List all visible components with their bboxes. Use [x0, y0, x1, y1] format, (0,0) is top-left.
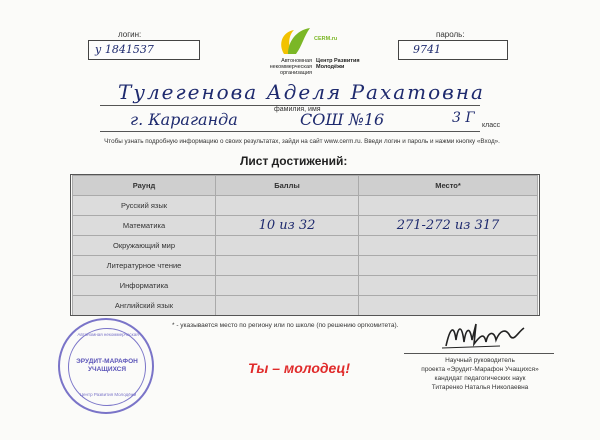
stamp-center-text: ЭРУДИТ-МАРАФОН УЧАЩИХСЯ — [76, 358, 138, 373]
student-school: СОШ №16 — [300, 110, 385, 129]
signature — [440, 318, 530, 354]
password-label: пароль: — [436, 30, 465, 39]
logo-caption-left: Автономная некоммерческая организация — [269, 58, 312, 76]
class-label: класс — [482, 122, 501, 129]
score-cell — [216, 236, 359, 256]
table-row — [73, 296, 538, 316]
place-cell — [359, 256, 538, 276]
logo-caption-right: Центр Развития Молодёжи — [316, 58, 360, 70]
round-cell: Литературное чтение — [73, 256, 216, 276]
table-row — [73, 216, 538, 236]
table-row — [73, 196, 538, 216]
place-cell — [359, 276, 538, 296]
score-cell — [216, 296, 359, 316]
stamp-top-text: Автономная некоммерческая — [77, 332, 139, 337]
supervisor-line2: проекта «Эрудит-Марафон Учащихся» — [421, 366, 539, 373]
round-cell: Информатика — [73, 276, 216, 296]
praise-text: Ты – молодец! — [248, 360, 351, 376]
place-cell — [359, 296, 538, 316]
supervisor-block — [390, 356, 570, 392]
login-value: у 1841537 — [95, 43, 154, 56]
school-line — [100, 130, 480, 132]
score-cell — [216, 276, 359, 296]
stamp-bottom-text: Центр Развития Молодёжи — [79, 392, 137, 397]
header-round: Раунд — [73, 176, 216, 196]
logo-site: CERM.ru — [314, 36, 338, 42]
score-cell: 10 из 32 — [216, 216, 359, 236]
place-cell: 271-272 из 317 — [359, 216, 538, 236]
organization-stamp — [58, 318, 154, 414]
sheet-title: Лист достижений: — [240, 154, 348, 168]
password-field — [398, 40, 508, 60]
score-cell — [216, 256, 359, 276]
table-row — [73, 276, 538, 296]
logo-icon — [274, 24, 314, 58]
table-row — [73, 256, 538, 276]
footnote: * - указывается место по региону или по школе (по решению оргкомитета). — [172, 322, 399, 329]
supervisor-line3: кандидат педагогических наук — [434, 375, 526, 382]
supervisor-line4: Титаренко Наталья Николаевна — [431, 384, 529, 391]
table-row — [73, 236, 538, 256]
student-name: Тулегенова Аделя Рахатовна — [118, 80, 485, 104]
header-score: Баллы — [216, 176, 359, 196]
signature-line — [404, 352, 554, 354]
supervisor-line1: Научный руководитель — [445, 357, 515, 364]
round-cell: Русский язык — [73, 196, 216, 216]
round-cell: Математика — [73, 216, 216, 236]
round-cell: Английский язык — [73, 296, 216, 316]
round-cell: Окружающий мир — [73, 236, 216, 256]
results-table — [72, 175, 538, 316]
login-label: логин: — [118, 30, 142, 39]
login-field — [88, 40, 200, 60]
score-cell — [216, 196, 359, 216]
name-label: фамилия, имя — [274, 106, 321, 113]
student-class: 3 Г — [452, 110, 475, 126]
info-text: Чтобы узнать подробную информацию о своих результатах, зайди на сайт www.cerm.ru. Введи логин и пароль и нажми кнопку «Вход». — [104, 138, 500, 145]
cerm-logo — [262, 24, 362, 74]
place-cell — [359, 196, 538, 216]
header-place: Место* — [359, 176, 538, 196]
password-value: 9741 — [413, 43, 441, 56]
student-city: г. Караганда — [130, 110, 238, 129]
place-cell — [359, 236, 538, 256]
table-header-row — [73, 176, 538, 196]
